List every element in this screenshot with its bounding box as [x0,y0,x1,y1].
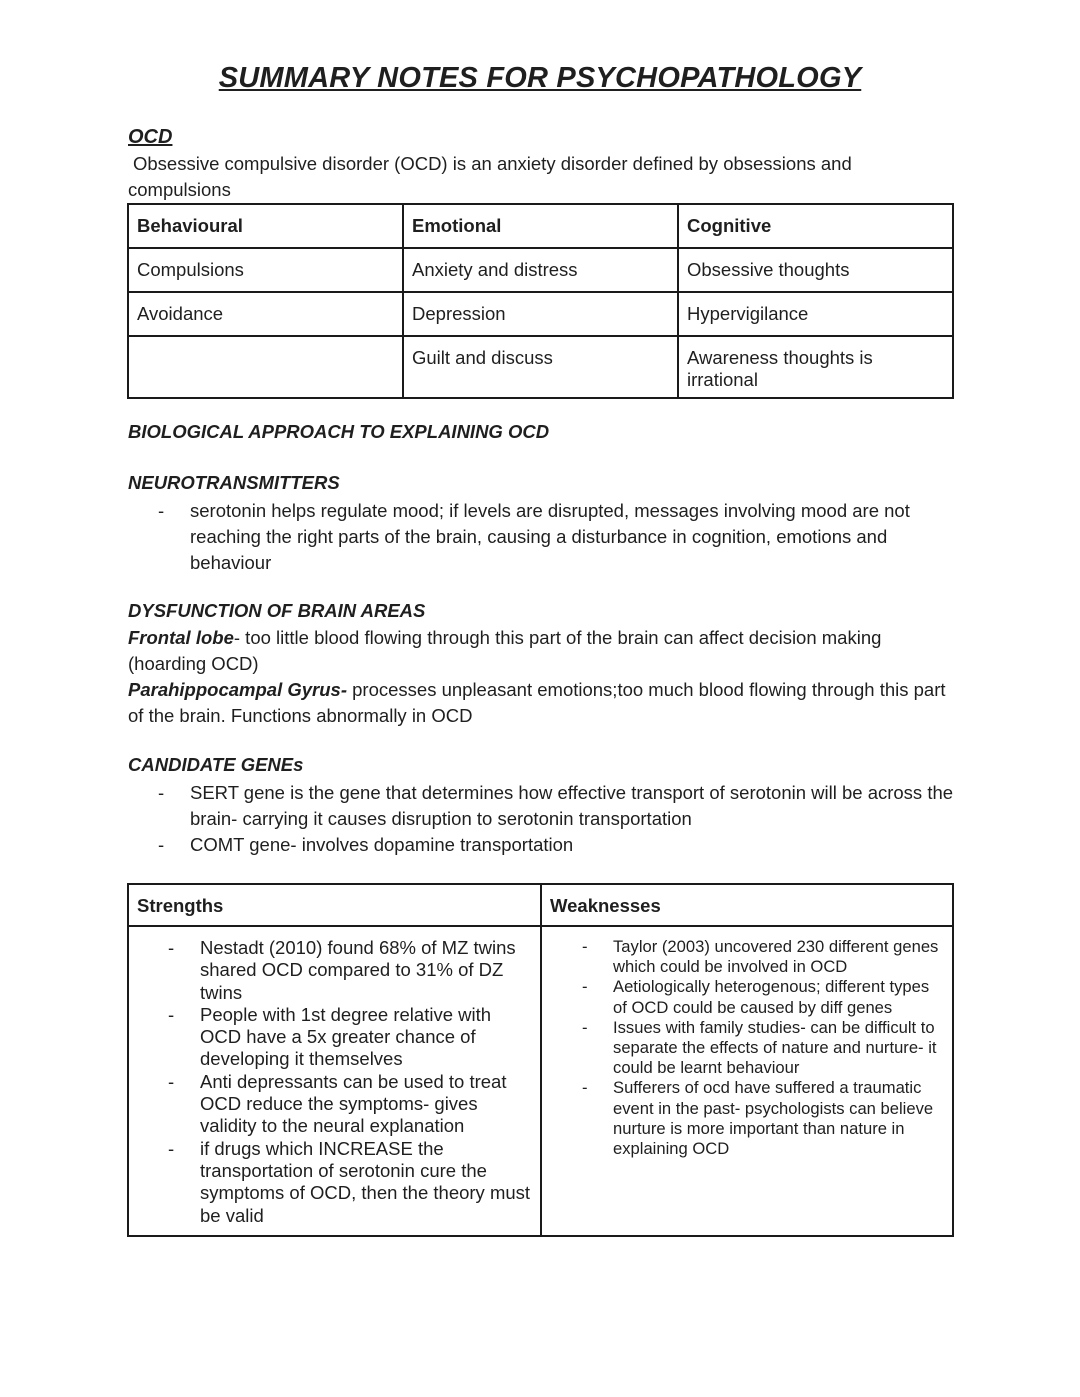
parahippocampal-text: processes unpleasant emotions;too much blood flowing through this part of the brain. Functions abnormally in OCD [128,679,946,726]
table-cell: Obsessive thoughts [678,248,953,292]
table-cell [678,336,953,398]
table-row [128,292,953,336]
list-item: - Taylor (2003) uncovered 230 different genes which could be involved in OCD [613,937,944,977]
cell-line: irrational [687,369,758,390]
list-item: - People with 1st degree relative with OCD have a 5x greater chance of developing it themselves [200,1004,532,1071]
candidate-genes-heading: CANDIDATE GENEs [128,754,304,775]
weaknesses-list [550,937,944,1159]
table-cell: Compulsions [128,248,403,292]
ocd-intro-line2: compulsions [128,179,231,200]
list-item: - SERT gene is the gene that determines how effective transport of serotonin will be across the brain- carrying it causes disruption to serotonin transportation [190,780,960,832]
weaknesses-header: Weaknesses [541,884,953,926]
strengths-header: Strengths [128,884,541,926]
list-item: - COMT gene- involves dopamine transportation [190,832,960,858]
strengths-cell [128,926,541,1236]
header-behavioural: Behavioural [128,204,403,248]
header-emotional: Emotional [403,204,678,248]
list-item: - serotonin helps regulate mood; if levels are disrupted, messages involving mood are not reaching the right parts of the brain, causing a disturbance in cognition, emotions and behaviour [190,498,960,576]
list-item: - Nestadt (2010) found 68% of MZ twins shared OCD compared to 31% of DZ twins [200,937,532,1004]
ocd-intro-line1: Obsessive compulsive disorder (OCD) is an anxiety disorder defined by obsessions and [133,153,852,174]
table-cell: Anxiety and distress [403,248,678,292]
header-cognitive: Cognitive [678,204,953,248]
list-item: - Issues with family studies- can be difficult to separate the effects of nature and nurture- it could be learnt behaviour [613,1018,944,1079]
list-item: - Aetiologically heterogenous; different types of OCD could be caused by diff genes [613,977,944,1017]
dysfunction-heading: DYSFUNCTION OF BRAIN AREAS [128,600,426,621]
biological-heading: BIOLOGICAL APPROACH TO EXPLAINING OCD [128,421,550,442]
evaluation-table [127,883,954,1237]
table-cell: Hypervigilance [678,292,953,336]
table-header-row [128,204,953,248]
list-item: - Sufferers of ocd have suffered a traumatic event in the past- psychologists can believe nurture is more important than nature in explaining OCD [613,1078,944,1159]
neurotransmitters-list [190,498,960,576]
list-item: - if drugs which INCREASE the transportation of serotonin cure the symptoms of OCD, then the theory must be valid [200,1138,532,1227]
frontal-lobe-para [128,625,958,677]
ocd-heading: OCD [128,126,173,148]
cell-line: Awareness thoughts is [687,347,873,368]
weaknesses-cell [541,926,953,1236]
list-item: - Anti depressants can be used to treat OCD reduce the symptoms- gives validity to the neural explanation [200,1071,532,1138]
table-cell: Avoidance [128,292,403,336]
strengths-list [137,937,532,1227]
genes-list [190,780,960,858]
neurotransmitters-heading: NEUROTRANSMITTERS [128,472,340,493]
page-title: SUMMARY NOTES FOR PSYCHOPATHOLOGY [218,62,862,94]
symptoms-table [127,203,954,399]
parahippocampal-label: Parahippocampal Gyrus- [128,679,347,700]
table-row [128,926,953,1236]
frontal-lobe-label: Frontal lobe [128,627,234,648]
frontal-lobe-text: - too little blood flowing through this part of the brain can affect decision making (hoarding OCD) [128,627,882,674]
table-row [128,336,953,398]
table-header-row [128,884,953,926]
table-cell: Depression [403,292,678,336]
ocd-intro [128,151,948,203]
table-cell-empty [128,336,403,398]
table-row [128,248,953,292]
table-cell: Guilt and discuss [403,336,678,398]
parahippocampal-para [128,677,958,729]
